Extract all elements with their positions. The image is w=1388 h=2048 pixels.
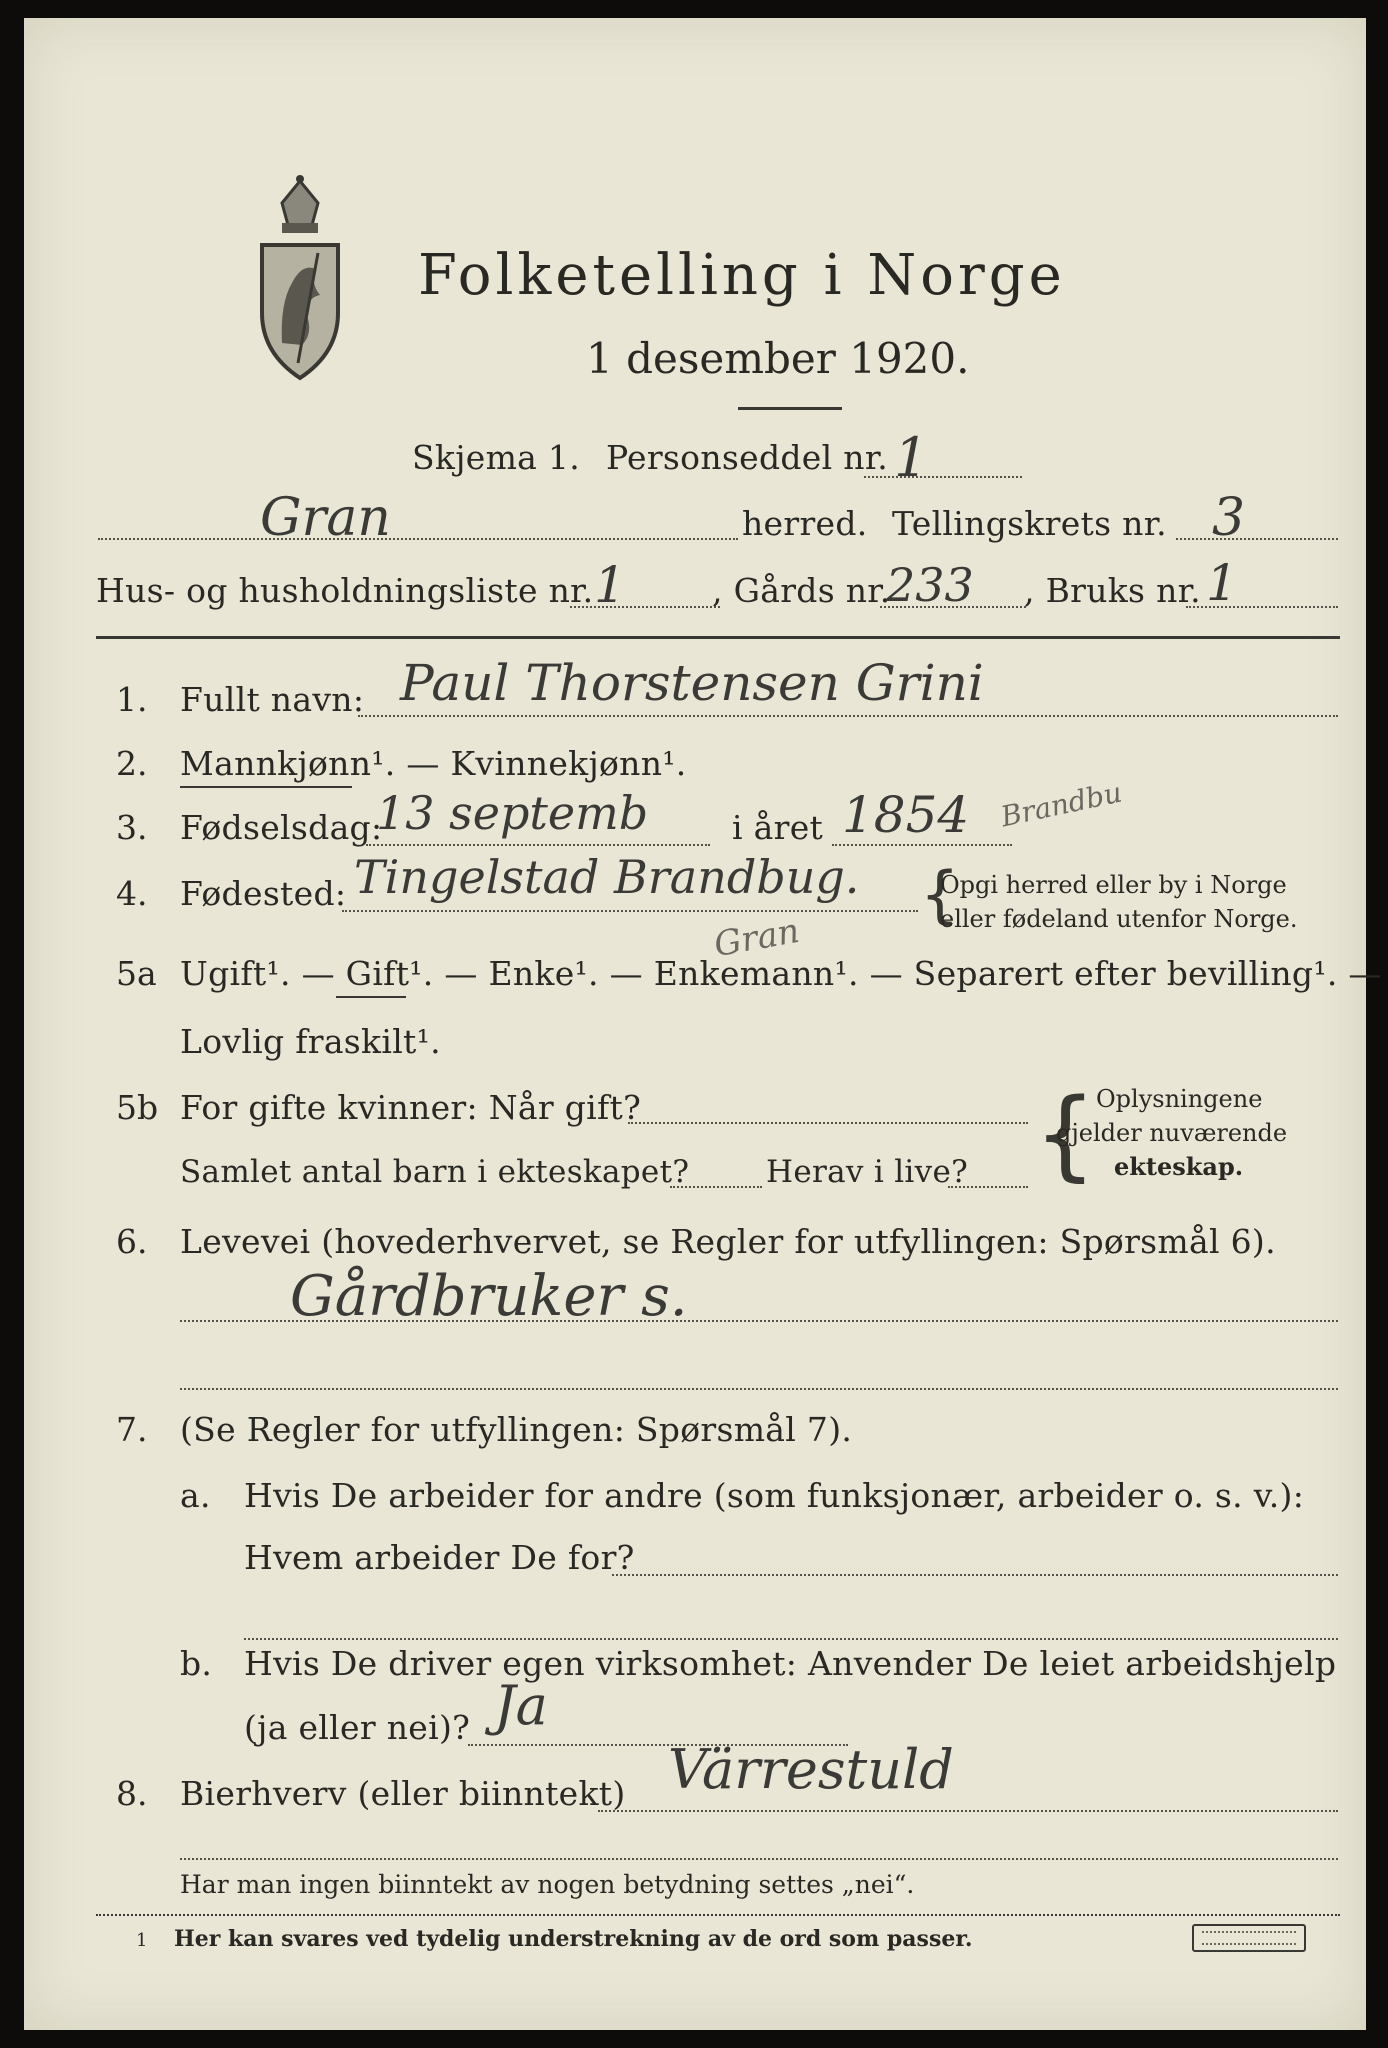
q4-note-line2: eller fødeland utenfor Norge. xyxy=(940,905,1298,933)
q3-year-line xyxy=(832,844,1012,846)
q5b-children-line xyxy=(670,1186,762,1188)
form-title: Folketelling i Norge xyxy=(418,243,1066,308)
q6-line2 xyxy=(180,1388,1338,1390)
q6-line1 xyxy=(180,1320,1338,1322)
q7b-text: Hvis De driver egen virksomhet: Anvender De leiet arbeidshjelp xyxy=(244,1644,1337,1683)
q7a-text: Hvis De arbeider for andre (som funksjonær, arbeider o. s. v.): xyxy=(244,1476,1305,1515)
q7-label: (Se Regler for utfyllingen: Spørsmål 7). xyxy=(180,1410,853,1449)
norwegian-coat-of-arms-icon xyxy=(252,173,348,383)
hired-help-value: Ja xyxy=(494,1674,548,1737)
birth-date-value: 13 septemb xyxy=(376,786,649,840)
birth-extra-note: Brandbu xyxy=(997,775,1125,834)
tellingskrets-value: 3 xyxy=(1212,488,1246,548)
bruks-value: 1 xyxy=(1206,554,1238,612)
q4-brace: { xyxy=(920,858,960,931)
q8-line2 xyxy=(180,1858,1338,1860)
q2-number: 2. xyxy=(116,744,148,783)
q5b-brace: { xyxy=(1034,1078,1097,1192)
q7-number: 7. xyxy=(116,1410,148,1449)
q4-line xyxy=(342,910,918,912)
q8-number: 8. xyxy=(116,1774,148,1813)
herred-line xyxy=(98,538,738,540)
birthplace-value: Tingelstad Brandbug. xyxy=(354,850,860,904)
q1-label: Fullt navn: xyxy=(180,680,365,719)
title-divider xyxy=(738,407,842,410)
q1-number: 1. xyxy=(116,680,148,719)
q5b-note1: Oplysningene xyxy=(1096,1085,1263,1113)
q7a-line2 xyxy=(244,1638,1338,1640)
q6-number: 6. xyxy=(116,1222,148,1261)
footnote-marker: 1 xyxy=(136,1930,148,1951)
q4-number: 4. xyxy=(116,874,148,913)
q5a-number: 5a xyxy=(116,954,157,993)
q8-line xyxy=(598,1810,1338,1812)
q3-line xyxy=(366,844,710,846)
q5b-married-when: For gifte kvinner: Når gift? xyxy=(180,1088,642,1127)
footnote-text: Her kan svares ved tydelig understrekning av de ord som passer. xyxy=(174,1926,973,1952)
q5b-number: 5b xyxy=(116,1088,159,1127)
census-date: 1 desember 1920. xyxy=(586,334,970,383)
gards-label: , Gårds nr. xyxy=(712,571,891,610)
q7b-question: (ja eller nei)? xyxy=(244,1708,471,1747)
gards-value: 233 xyxy=(886,558,974,612)
q1-line xyxy=(358,715,1338,717)
q7a-line1 xyxy=(612,1574,1338,1576)
husholdningsliste-label: Hus- og husholdningsliste nr. xyxy=(96,571,594,610)
q5b-alive-label: Herav i live? xyxy=(766,1154,969,1190)
no-income-note: Har man ingen biinntekt av nogen betydning settes „nei“. xyxy=(180,1870,915,1899)
personseddel-label: Personseddel nr. xyxy=(606,438,889,477)
q7b-letter: b. xyxy=(180,1644,213,1683)
footnote-divider xyxy=(96,1914,1340,1916)
header-divider xyxy=(96,636,1340,639)
bruks-label: , Bruks nr. xyxy=(1024,571,1201,610)
personseddel-value: 1 xyxy=(894,426,929,489)
full-name-value: Paul Thorstensen Grini xyxy=(400,654,984,712)
q5b-children-label: Samlet antal barn i ekteskapet? xyxy=(180,1154,690,1190)
q2-underline-mannkjonn xyxy=(180,786,352,788)
husholdningsliste-value: 1 xyxy=(594,556,626,614)
q5a-underline-gift xyxy=(336,996,406,998)
tellingskrets-line xyxy=(1176,538,1338,540)
q5a-marital-options: Ugift¹. — Gift¹. — Enke¹. — Enkemann¹. — Separert efter bevilling¹. — xyxy=(180,954,1382,993)
q5b-alive-line xyxy=(948,1186,1028,1188)
q3-label: Fødselsdag: xyxy=(180,808,383,847)
tellingskrets-label: Tellingskrets nr. xyxy=(892,504,1167,543)
q5b-note3: ekteskap. xyxy=(1114,1152,1244,1181)
q5b-line1 xyxy=(628,1122,1028,1124)
occupation-value: Gårdbruker s. xyxy=(290,1264,688,1329)
herred-value: Gran xyxy=(260,488,391,548)
q5b-note2: gjelder nuværende xyxy=(1056,1119,1288,1147)
q7a-letter: a. xyxy=(180,1476,211,1515)
skjema-label: Skjema 1. xyxy=(412,438,581,477)
q8-label: Bierhverv (eller biinntekt) xyxy=(180,1774,626,1813)
q5a-marital-options-2: Lovlig fraskilt¹. xyxy=(180,1022,441,1061)
birthplace-extra: Gran xyxy=(711,910,803,966)
q4-label: Fødested: xyxy=(180,874,347,913)
q4-note-line1: Opgi herred eller by i Norge xyxy=(940,871,1287,899)
census-form xyxy=(24,18,1382,2030)
q7a-question: Hvem arbeider De for? xyxy=(244,1538,635,1577)
q3-number: 3. xyxy=(116,808,148,847)
secondary-income-value: Värrestuld xyxy=(668,1738,954,1801)
birth-year-value: 1854 xyxy=(842,786,970,844)
herred-label: herred. xyxy=(742,504,868,543)
printer-stamp-icon xyxy=(1192,1924,1306,1952)
husholdningsliste-line xyxy=(570,606,720,608)
personseddel-line xyxy=(864,476,1022,478)
q2-sex-options: Mannkjønn¹. — Kvinnekjønn¹. xyxy=(180,744,687,783)
q6-occupation-label: Levevei (hovederhvervet, se Regler for utfyllingen: Spørsmål 6). xyxy=(180,1222,1276,1261)
q3-year-label: i året xyxy=(732,808,824,847)
